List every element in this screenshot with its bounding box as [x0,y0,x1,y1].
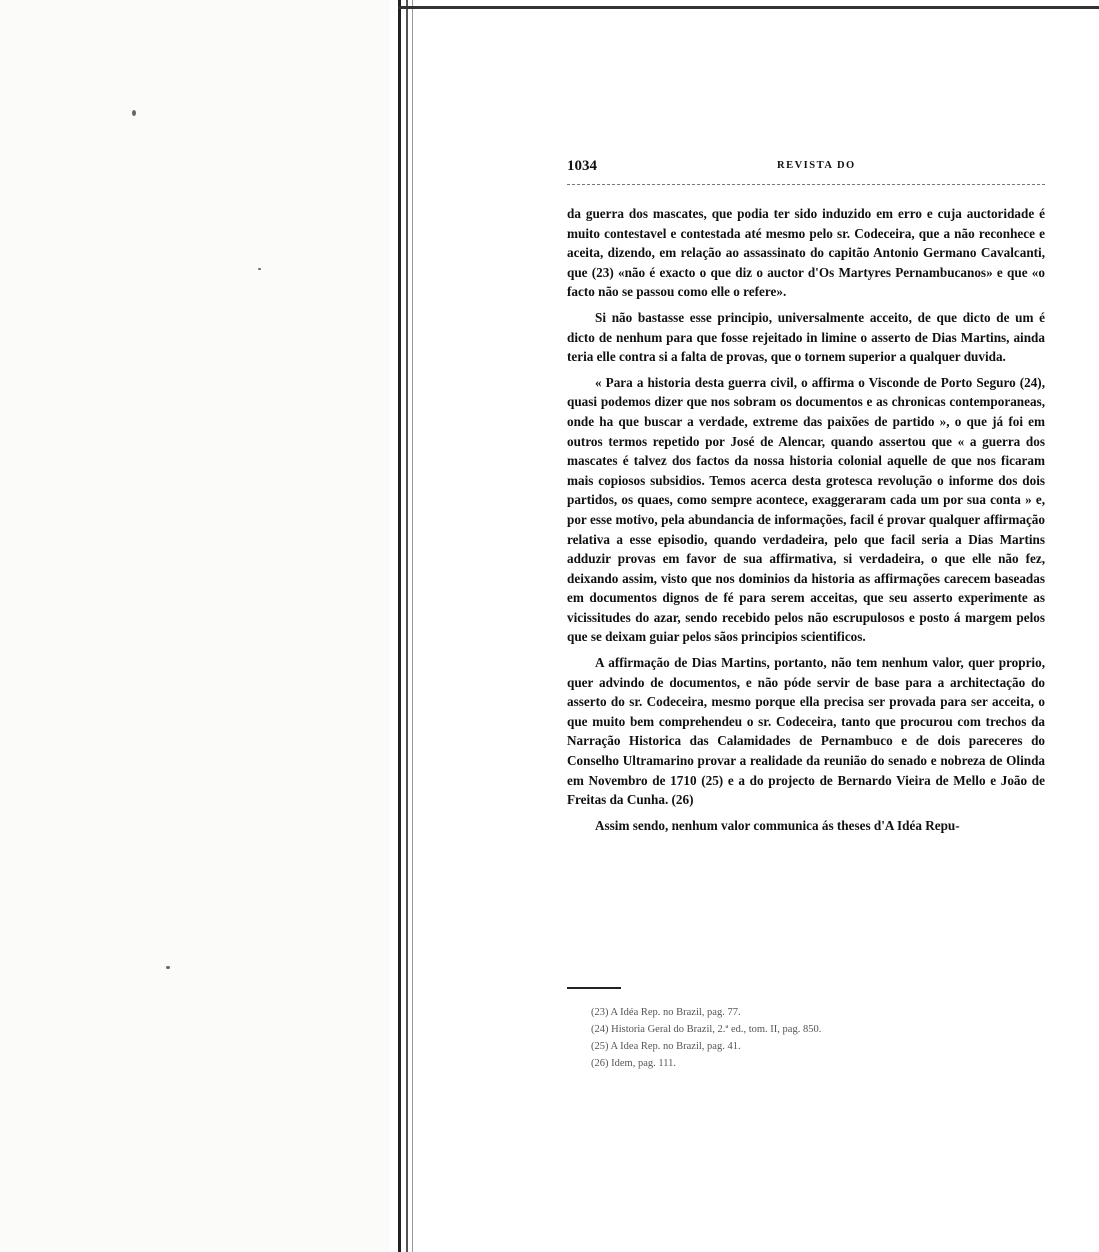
footnote: (24) Historia Geral do Brazil, 2.ª ed., tom. II, pag. 850. [591,1024,822,1035]
paragraph: Si não bastasse esse principio, universalmente acceito, de que dicto de um é dicto de nenhum para que fosse rejeitado in limine o asserto de Dias Martins, ainda teria elle contra si a falta de provas, que o tornem superior a qualquer duvida. [567,309,1045,365]
footnote: (25) A Idea Rep. no Brazil, pag. 41. [591,1041,741,1052]
body-text [567,204,1045,841]
paper-speck [166,966,170,969]
paragraph: Assim sendo, nenhum valor communica ás theses d'A Idéa Repu- [595,817,960,833]
paragraph: « Para a historia desta guerra civil, o affirma o Visconde de Porto Seguro (24), quasi podemos dizer que nos sobram os documentos e as chronicas contemporaneas, onde ha que buscar a verdade, extreme das paixões de partido », o que já foi em outros termos repetido por José de Alencar, quando assertou que « a guerra dos mascates é talvez dos factos da nossa historia colonial aquelle de que nos ficaram mais copiosos subsidios. Temos acerca desta grotesca revolução o informe dos dois partidos, os quaes, como sempre acontece, exaggeraram cada um por sua conta » e, por esse motivo, pela abundancia de informações, facil é provar qualquer affirmação relativa a esse episodio, quando verdadeira, pelo que facil seria a Dias Martins adduzir provas em favor de sua affirmativa, si verdadeira, o que elle não fez, deixando assim, visto que nos dominios da historia as affirmações carecem baseadas em documentos dignos de fé para serem acceitas, que seu asserto experimente as vicissitudes do azar, sendo recebido pelos não escrupulosos e posto á margem pelos que se deixam guiar pelos sãos principios scientificos. [567,374,1045,645]
paper-speck [132,110,136,116]
page-header [567,158,1045,180]
footnote: (23) A Idéa Rep. no Brazil, pag. 77. [591,1007,741,1018]
paragraph: A affirmação de Dias Martins, portanto, não tem nenhum valor, quer proprio, quer advindo de documentos, e não póde servir de base para a architectação do asserto do sr. Codeceira, mesmo porque ella precisa ser provada para ser acceita, o que muito bem comprehendeu o sr. Codeceira, tanto que procurou com trechos da Narração Historica das Calamidades de Pernambuco e de dois pareceres do Conselho Ultramarino provar a realidade da reunião do senado e nobreza de Olinda em Novembro de 1710 (25) e a do projecto de Bernardo Vieira de Mello e João de Freitas da Cunha. (26) [567,655,1045,808]
page-top-edge [398,6,1099,9]
footnote-rule [567,987,621,989]
footnotes [591,1004,1011,1072]
page-number: 1034 [567,158,597,174]
footnote: (26) Idem, pag. 111. [591,1058,676,1069]
running-title: REVISTA DO [777,160,856,171]
document-page [567,158,1045,1069]
paragraph: da guerra dos mascates, que podia ter sido induzido em erro e cuja auctoridade é muito contestavel e contestada até mesmo pelo sr. Codeceira, que a não reconhece e aceita, dizendo, em relação ao assassinato do capitão Antonio Germano Cavalcanti, que (23) «não é exacto o que diz o auctor d'Os Martyres Pernambucanos» e que «o facto não se passou como elle o refere». [567,206,1045,300]
facing-blank-page [0,0,390,1252]
book-binding-gutter [368,0,416,1252]
header-rule [567,184,1045,185]
paper-speck [258,268,261,270]
